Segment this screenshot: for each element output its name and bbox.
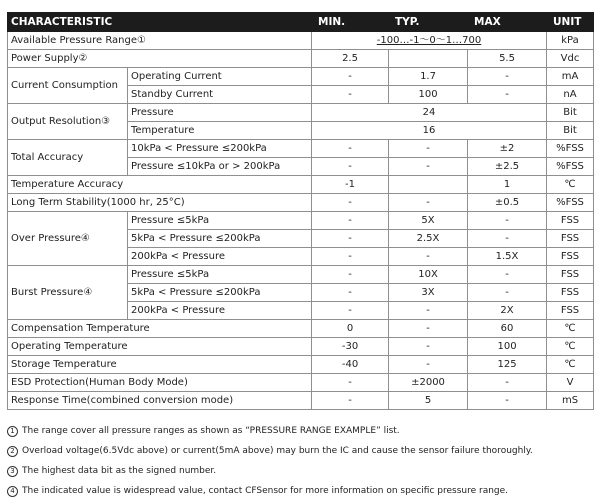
max-cell: 100: [468, 338, 547, 356]
sub-label: Temperature: [128, 122, 312, 140]
footnote-text: The range cover all pressure ranges as shown as “PRESSURE RANGE EXAMPLE” list.: [22, 426, 400, 436]
unit-cell: V: [547, 374, 594, 392]
unit-cell: %FSS: [547, 194, 594, 212]
table-row: [8, 212, 594, 230]
min-cell: -: [312, 68, 389, 86]
footnote-text: The highest data bit as the signed number.: [22, 466, 217, 476]
sub-label: 200kPa < Pressure: [128, 302, 312, 320]
max-cell: ±2.5: [468, 158, 547, 176]
row-label: Output Resolution③: [8, 104, 128, 140]
max-cell: 1.5X: [468, 248, 547, 266]
typ-cell: -: [389, 248, 468, 266]
min-cell: -: [312, 266, 389, 284]
table-row: [8, 266, 594, 284]
footnote: [7, 441, 597, 461]
typ-cell: -: [389, 302, 468, 320]
unit-cell: ℃: [547, 356, 594, 374]
min-cell: -: [312, 302, 389, 320]
min-cell: -40: [312, 356, 389, 374]
unit-cell: ℃: [547, 320, 594, 338]
min-cell: -: [312, 248, 389, 266]
unit-cell: FSS: [547, 302, 594, 320]
value-cell: 24: [312, 104, 547, 122]
typ-cell: 3X: [389, 284, 468, 302]
footnotes: [7, 421, 597, 501]
table-row: [8, 32, 594, 50]
header-unit: UNIT: [547, 13, 594, 32]
max-cell: ±0.5: [468, 194, 547, 212]
footnote: [7, 461, 597, 481]
row-label: Storage Temperature: [8, 356, 312, 374]
min-cell: -: [312, 212, 389, 230]
row-label: Operating Temperature: [8, 338, 312, 356]
row-label: ESD Protection(Human Body Mode): [8, 374, 312, 392]
unit-cell: ℃: [547, 176, 594, 194]
specification-table: [7, 12, 594, 410]
footnote: [7, 481, 597, 501]
typ-cell: 5: [389, 392, 468, 410]
typ-cell: -: [389, 194, 468, 212]
max-cell: -: [468, 284, 547, 302]
header-typ: TYP.: [389, 13, 468, 32]
row-label: Burst Pressure④: [8, 266, 128, 320]
max-cell: 1: [468, 176, 547, 194]
min-cell: 0: [312, 320, 389, 338]
max-cell: 5.5: [468, 50, 547, 68]
table-row: [8, 356, 594, 374]
sub-label: Operating Current: [128, 68, 312, 86]
max-cell: 60: [468, 320, 547, 338]
max-cell: -: [468, 86, 547, 104]
unit-cell: %FSS: [547, 158, 594, 176]
table-row: [8, 194, 594, 212]
typ-cell: -: [389, 356, 468, 374]
table-row: [8, 140, 594, 158]
min-cell: -: [312, 194, 389, 212]
row-label: Current Consumption: [8, 68, 128, 104]
footnote-marker: 2: [7, 446, 18, 457]
max-cell: -: [468, 230, 547, 248]
row-label: Over Pressure④: [8, 212, 128, 266]
footnote-marker: 3: [7, 466, 18, 477]
min-cell: -: [312, 230, 389, 248]
min-cell: -: [312, 284, 389, 302]
unit-cell: Bit: [547, 122, 594, 140]
table-row: [8, 176, 594, 194]
table-row: [8, 320, 594, 338]
max-cell: 125: [468, 356, 547, 374]
sub-label: 5kPa < Pressure ≤200kPa: [128, 284, 312, 302]
row-label: Response Time(combined conversion mode): [8, 392, 312, 410]
pressure-range-value: -100…-1～0～1…700: [312, 32, 547, 50]
row-label: Total Accuracy: [8, 140, 128, 176]
max-cell: ±2: [468, 140, 547, 158]
footnote: [7, 421, 597, 441]
min-cell: -1: [312, 176, 389, 194]
sub-label: Pressure ≤5kPa: [128, 266, 312, 284]
sub-label: Standby Current: [128, 86, 312, 104]
table-row: [8, 104, 594, 122]
max-cell: -: [468, 374, 547, 392]
row-label: Compensation Temperature: [8, 320, 312, 338]
sub-label: Pressure: [128, 104, 312, 122]
max-cell: 2X: [468, 302, 547, 320]
header-max: MAX: [468, 13, 547, 32]
unit-cell: mS: [547, 392, 594, 410]
row-label: Power Supply②: [8, 50, 312, 68]
typ-cell: -: [389, 320, 468, 338]
sub-label: Pressure ≤10kPa or > 200kPa: [128, 158, 312, 176]
unit-cell: FSS: [547, 212, 594, 230]
unit-cell: FSS: [547, 248, 594, 266]
typ-cell: 1.7: [389, 68, 468, 86]
unit-cell: nA: [547, 86, 594, 104]
typ-cell: 100: [389, 86, 468, 104]
typ-cell: -: [389, 140, 468, 158]
typ-cell: [389, 50, 468, 68]
sub-label: Pressure ≤5kPa: [128, 212, 312, 230]
typ-cell: -: [389, 338, 468, 356]
sub-label: 5kPa < Pressure ≤200kPa: [128, 230, 312, 248]
table-row: [8, 392, 594, 410]
unit-cell: %FSS: [547, 140, 594, 158]
min-cell: -: [312, 374, 389, 392]
row-label: Temperature Accuracy: [8, 176, 312, 194]
sub-label: 200kPa < Pressure: [128, 248, 312, 266]
max-cell: -: [468, 68, 547, 86]
header-characteristic: CHARACTERISTIC: [8, 13, 312, 32]
min-cell: -30: [312, 338, 389, 356]
min-cell: -: [312, 140, 389, 158]
min-cell: -: [312, 86, 389, 104]
typ-cell: [389, 176, 468, 194]
table-row: [8, 338, 594, 356]
table-header-row: [8, 13, 594, 32]
typ-cell: 2.5X: [389, 230, 468, 248]
footnote-marker: 1: [7, 426, 18, 437]
typ-cell: -: [389, 158, 468, 176]
footnote-text: Overload voltage(6.5Vdc above) or current(5mA above) may burn the IC and cause the sensor failure thoroughly.: [22, 446, 533, 456]
max-cell: -: [468, 212, 547, 230]
footnote-text: The indicated value is widespread value, contact CFSensor for more information on specific pressure range.: [22, 486, 509, 496]
row-label: Long Term Stability(1000 hr, 25°C): [8, 194, 312, 212]
max-cell: -: [468, 266, 547, 284]
unit-cell: ℃: [547, 338, 594, 356]
unit-cell: mA: [547, 68, 594, 86]
sub-label: 10kPa < Pressure ≤200kPa: [128, 140, 312, 158]
unit-cell: FSS: [547, 266, 594, 284]
value-cell: 16: [312, 122, 547, 140]
footnote-marker: 4: [7, 486, 18, 497]
min-cell: 2.5: [312, 50, 389, 68]
table-row: [8, 68, 594, 86]
unit-cell: Vdc: [547, 50, 594, 68]
unit-cell: Bit: [547, 104, 594, 122]
unit-cell: kPa: [547, 32, 594, 50]
table-row: [8, 374, 594, 392]
row-label: Available Pressure Range①: [8, 32, 312, 50]
min-cell: -: [312, 392, 389, 410]
header-min: MIN.: [312, 13, 389, 32]
min-cell: -: [312, 158, 389, 176]
table-row: [8, 50, 594, 68]
unit-cell: FSS: [547, 230, 594, 248]
unit-cell: FSS: [547, 284, 594, 302]
typ-cell: ±2000: [389, 374, 468, 392]
typ-cell: 10X: [389, 266, 468, 284]
max-cell: -: [468, 392, 547, 410]
typ-cell: 5X: [389, 212, 468, 230]
